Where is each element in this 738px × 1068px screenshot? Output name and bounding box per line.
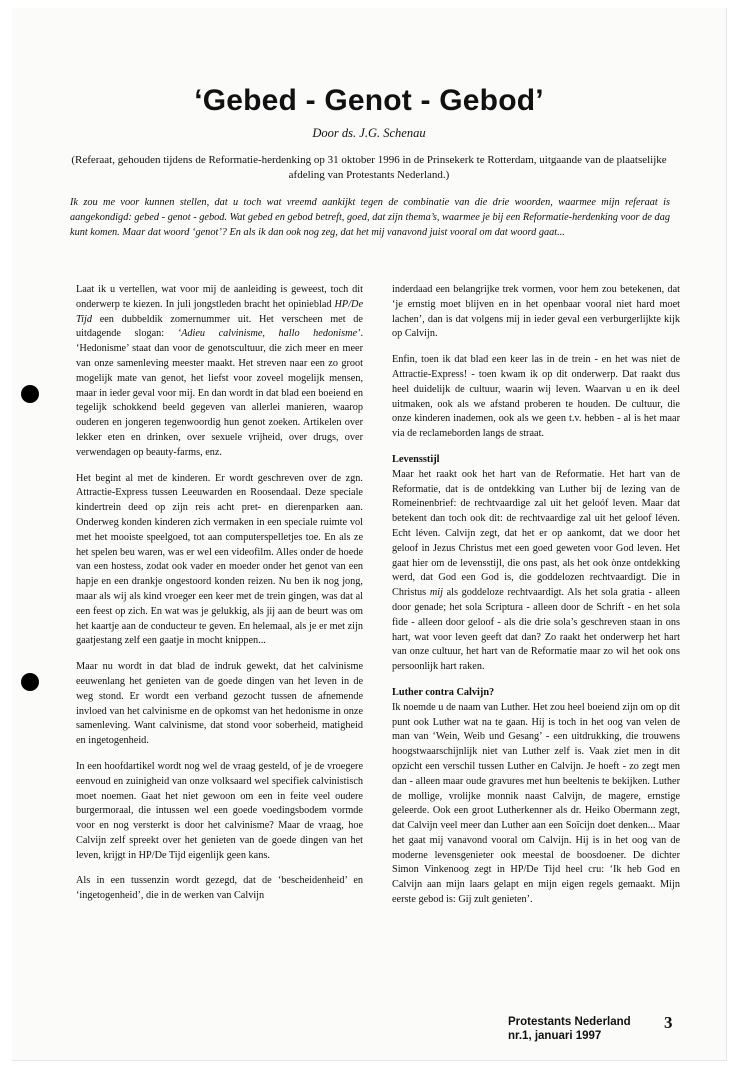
text-run: Maar het raakt ook het hart van de Reformatie. Het hart van de Reformatie, dat is de ontdekking van Luther bij de lezing van de Romeinenbrief: de rechtvaardige zal uit het geloóf leven. Maar dat betekent dan toch ook dit: de rechtvaardige zal uit het geloof léven. Echt léven. Calvijn zegt, dat het er op aankomt, dat we door het geloof in Jezus Christus met een goed geweten voor God leven. Het gaat hier om de levensstijl, die ons past, als het ook ònze ontdekking werd, dat God een God is, die goddelozen rechtvaardigt. Die in Christus bbox=[392, 468, 680, 599]
text-run: Laat ik u vertellen, wat voor mij de aanleiding is geweest, toch dit onderwerp te kiezen. In juli jongstleden bracht het opinieblad bbox=[76, 284, 363, 310]
paragraph: Enfin, toen ik dat blad een keer las in de trein - en het was niet de Attractie-Express! - toen kwam ik op dit onderwerp. Dat raakt dus heel duidelijk de cultuur, waarin wij leven. Waarvan u en ik deel uitmaken, ook als we afstand proberen te houden. De cultuur, die onze kinderen inademen, ook als we geen t.v. hebben - al is het maar via de reclameborden langs de straat. bbox=[392, 354, 680, 440]
footer-publication bbox=[508, 1015, 631, 1043]
paragraph: Maar nu wordt in dat blad de indruk gewekt, dat het calvinisme eeuwenlang het genieten van de goede dingen van het leven in de weg stond. Er wordt een verband gezocht tussen de afnemende invloed van het calvinisme en de opkomst van het hedonisme in onze samenleving. Want calvinisme, dat stond voor soberheid, matigheid en ingetogenheid. bbox=[76, 661, 363, 747]
article-intro-note: (Referaat, gehouden tijdens de Reformatie-herdenking op 31 oktober 1996 in de Prinsekerk te Rotterdam, uitgaande van de plaatselijke afdeling van Protestants Nederland.) bbox=[71, 154, 667, 181]
issue-info: nr.1, januari 1997 bbox=[508, 1030, 602, 1042]
article-author: Door ds. J.G. Schenau bbox=[312, 126, 426, 140]
paragraph bbox=[76, 283, 363, 461]
text-run: een dubbeldik zomernummer uit. Het verscheen met de uitdagende slogan: bbox=[76, 313, 363, 340]
publication-name: Protestants Nederland bbox=[508, 1016, 631, 1028]
article-title: ‘Gebed - Genot - Gebod’ bbox=[194, 84, 544, 117]
paragraph bbox=[392, 468, 680, 675]
paragraph: Ik noemde u de naam van Luther. Het zou heel boeiend zijn om op dit punt ook Luther wat na te gaan. Hij is toch in het oog van velen de man van ‘Wein, Weib und Gesang’ - een uitdrukking, die trouwens hoogstwaarschijnlijk niet van Luther zelf is. Vaak ziet men in dit opzicht een verschil tussen Luther en Calvijn. Je hoeft - zo zegt men dan - alleen maar oude gravures met hun beeltenis te bekijken. Luther de mollige, vrolijke monnik naast Calvijn, de magere, ernstige geleerde. Ook een groot Lutherkenner als dr. Heiko Obermann zegt, dat Calvijn veel meer dan Luther aan een Soïcijn doet denken... Maar het gaat mij vanavond vooral om Calvijn. Hij is in het oog van de moderne levensgenieter ook meestal de boosdoener. De dichter Simon Vinkenoog zegt in HP/De Tijd heel cru: ‘Ik heb God en Calvijn aan mijn laars gelapt en mijn eigen regels gemaakt. Mijn eerste gebod is: Gij zult genieten’. bbox=[392, 701, 680, 906]
article-lead: Ik zou me voor kunnen stellen, dat u toch wat vreemd aankijkt tegen de combinatie van die drie woorden, waarmee mijn referaat is aangekondigd: gebed - genot - gebod. Wat gebed en gebod betreft, goed, dat zijn thema’s, waarmee je bij een Reformatie-herdenking voor de dag kunt komen. Maar dat woord ‘genot’? En als ik dan ook nog zeg, dat het mij vanavond juist vooral om dat woord gaat... bbox=[70, 197, 670, 238]
paragraph: Als in een tussenzin wordt gezegd, dat de ‘bescheidenheid’ en ‘ingetogenheid’, die in de werken van Calvijn bbox=[76, 875, 363, 902]
emphasis: mij bbox=[429, 587, 443, 599]
slogan: ‘Adieu calvinisme, hallo hedonisme’ bbox=[177, 328, 361, 340]
paragraph: Het begint al met de kinderen. Er wordt geschreven over de zgn. Attractie-Express tussen Leeuwarden en Roosendaal. Deze speciale kindertrein deed op zijn reis acht pret- en dierenparken aan. Onderweg konden kinderen zich vermaken in een speciale ruimte vol met het mooiste speelgoed, tot aan computerspelletjes toe. En als ze het spelen beu waren, was er wel een videofilm. Alles onder de hoede van een hostess, zodat ook vader en moeder onder het genot van een hapje en een drankje ongestoord konden reizen. Nu ben ik nog jong, maar als wij als kind vroeger een keer met de trein gingen, was dat al een feest op zich. En wat was je gelukkig, als jij aan de beurt was om het kaartje aan de conducteur te geven. En helemaal, als je er met zijn gaatjestang zelf een gaatje in mocht knippen... bbox=[76, 472, 363, 647]
page-number: 3 bbox=[664, 1013, 673, 1032]
left-column bbox=[76, 283, 363, 915]
paragraph: inderdaad een belangrijke trek vormen, voor hem zou betekenen, dat ‘je ernstig moet blijven en in het openbaar vooral niet hard moet lachen’, dan is dat volgens mij in ieder geval een verburgerlijkte kijk op Calvijn. bbox=[392, 284, 680, 340]
section-heading-levensstijl: Levensstijl bbox=[392, 453, 440, 465]
paragraph: In een hoofdartikel wordt nog wel de vraag gesteld, of je de vroegere eenvoud en zuinigheid van onze volksaard wel specifiek calvinistisch moet noemen. Gaat het niet gewoon om een in feite veel oudere burgermoraal, die intussen wel een goede voedingsbodem vormde voor en nog versterkt is door het calvinisme? Maar de vraag, hoe Calvijn zelf spreekt over het genieten van de goede dingen van het leven, krijgt in HP/De Tijd eigenlijk geen kans. bbox=[76, 760, 363, 861]
magazine-name: HP/De Tijd bbox=[76, 298, 363, 325]
text-run: . ‘Hedonisme’ staat dan voor de genotscultuur, die zich meer en meer van onze samenleving meester maakt. Het streven naar een zo groot mogelijk mate van genot, het liefst voor zoveel mogelijk mensen, maar in ieder geval voor mij. En dan wordt in dat blad een boeiend en tegelijk schokkend beeld gegeven van allerlei manieren, waarop ouderen en jongeren tegenwoordig hun genot zoeken. Artikelen over lekker eten en drinken, over sexuele vrijheid, over drugs, over verwendagen op beauty-farms, enz. bbox=[76, 328, 363, 458]
text-run: als goddeloze rechtvaardigt. Als het sola gratia - alleen door genade; het sola Scriptura - alleen door de Schrift - en het sola fide - alleen door geloof - als die drie sola’s geschreven staan in ons hart, wat voor leven geeft dat dan? Zo raakt het onderwerp het hart van onze cultuur, het hart van de Reformatie maar zo wil het ook ons persoonlijk hart raken. bbox=[392, 587, 680, 673]
punch-hole-top bbox=[21, 385, 39, 403]
punch-hole-bottom bbox=[21, 673, 39, 691]
right-column bbox=[392, 283, 680, 919]
section-heading-luther: Luther contra Calvijn? bbox=[392, 686, 495, 698]
